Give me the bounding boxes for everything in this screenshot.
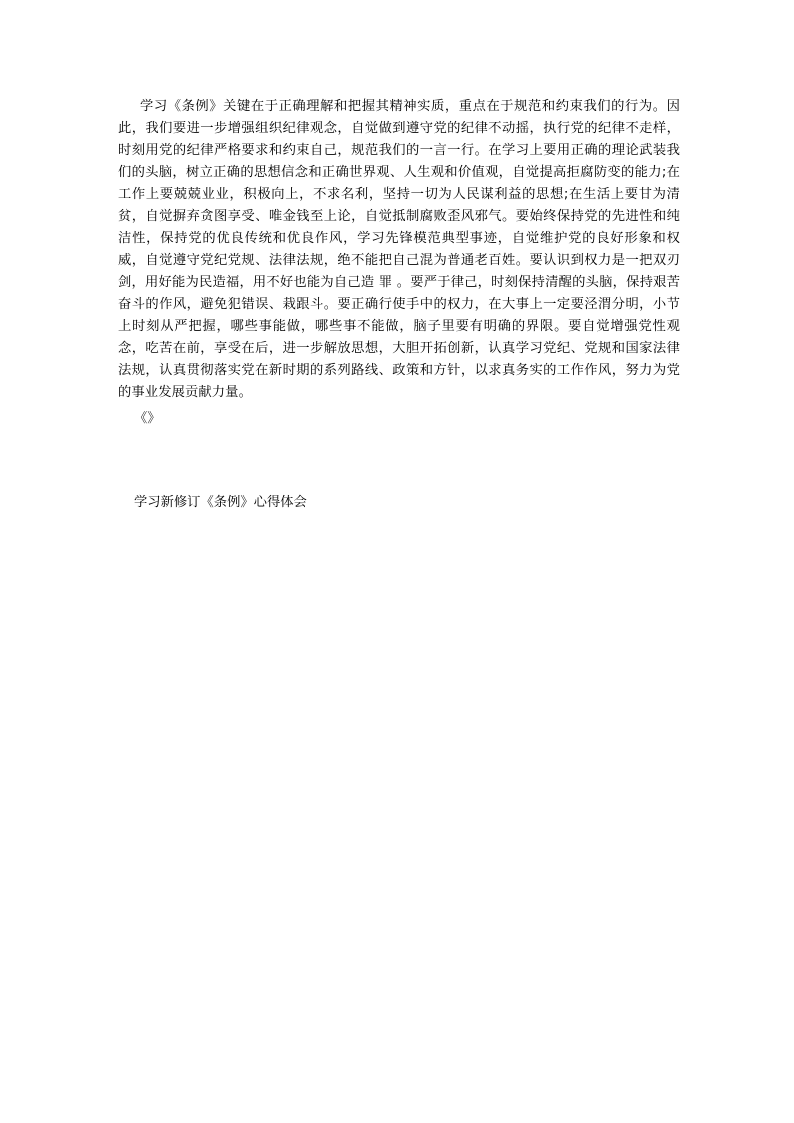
empty-quote-marks: 《》	[134, 411, 161, 426]
body-paragraph: 学习《条例》关键在于正确理解和把握其精神实质，重点在于规范和约束我们的行为。因此，我们要进一步增强组织纪律观念，自觉做到遵守党的纪律不动摇，执行党的纪律不走样，时刻用党的纪律严格要求和约束自己，规范我们的一言一行。在学习上要用正确的理论武装我们的头脑，树立正确的思想信念和正确世界观、人生观和价值观，自觉提高拒腐防变的能力;在工作上要兢兢业业，积极向上，不求名利，坚持一切为人民谋利益的思想;在生活上要甘为清贫，自觉摒弃贪图享受、唯金钱至上论，自觉抵制腐败歪风邪气。要始终保持党的先进性和纯洁性，保持党的优良传统和优良作风，学习先锋模范典型事迹，自觉维护党的良好形象和权威，自觉遵守党纪党规、法律法规，绝不能把自己混为普通老百姓。要认识到权力是一把双刃剑，用好能为民造福，用不好也能为自己造 罪 。要严于律己，时刻保持清醒的头脑，保持艰苦奋斗的作风，避免犯错误、栽跟斗。要正确行使手中的权力，在大事上一定要泾渭分明，小节上时刻从严把握，哪些事能做，哪些事不能做，脑子里要有明确的界限。要自觉增强党性观念，吃苦在前，享受在后，进一步解放思想，大胆开拓创新，认真学习党纪、党规和国家法律法规，认真贯彻落实党在新时期的系列路线、政策和方针，以求真务实的工作作风，努力为党的事业发展贡献力量。	[118, 99, 680, 400]
document-title: 学习新修订《条例》心得体会	[134, 495, 307, 510]
